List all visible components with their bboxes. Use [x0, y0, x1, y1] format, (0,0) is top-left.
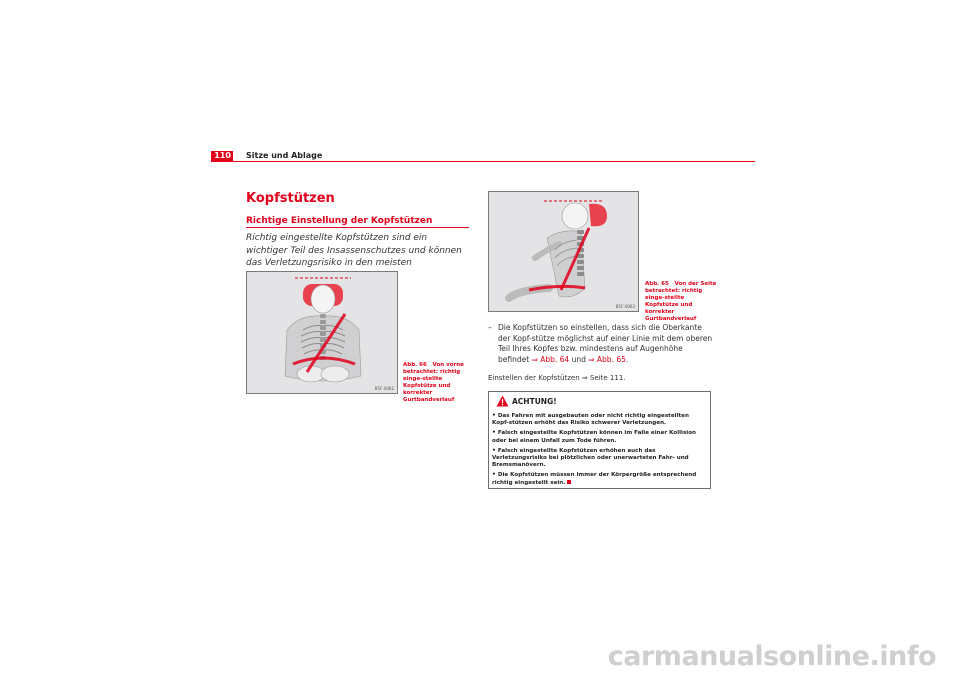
figure-code: B5F-0062: [374, 386, 394, 391]
figure-ref-65[interactable]: ⇒ Abb. 65: [588, 354, 626, 364]
end-of-section-icon: [567, 480, 571, 484]
figure-code: B5F-0063: [615, 304, 635, 309]
intro-paragraph: Richtig eingestellte Kopfstützen sind ein wichtiger Teil des Insassenschutzes und können das Verletzungsrisiko in den meisten: [246, 233, 462, 268]
figure-side-view: [488, 191, 639, 312]
figure-ref-64[interactable]: ⇒ Abb. 64: [531, 354, 570, 364]
warning-list: [492, 412, 707, 489]
step-text: Die Kopfstützen so einstellen, dass sich die Oberkante der Kopf-stütze möglichst auf einer Linie mit dem oberen Teil Ihres Kopfes bzw. mindestens auf Augenhöhe befindet: [498, 323, 713, 364]
step-text-end: .: [625, 354, 629, 364]
skeleton-side-illustration: [489, 192, 638, 311]
warning-triangle-icon: [496, 395, 509, 407]
subtitle-rule: [246, 227, 469, 228]
figure-front-view: [246, 271, 398, 394]
skeleton-front-illustration: [247, 272, 397, 393]
see-also-link[interactable]: Einstellen der Kopfstützen ⇒ Seite 111.: [488, 374, 626, 382]
section-subtitle: Richtige Einstellung der Kopfstützen: [246, 216, 433, 226]
caption-label: Abb. 66: [403, 362, 427, 368]
watermark: carmanualsonline.info: [607, 641, 936, 672]
warning-item: • Das Fahren mit ausgebauten oder nicht richtig eingestellten Kopf-stützen erhöht das Risiko schwerer Verletzungen.: [492, 412, 689, 427]
bullet-icon: •: [492, 471, 496, 479]
step-text-mid: und: [569, 354, 589, 364]
headrest-shape: [589, 204, 607, 227]
caption-label: Abb. 65: [645, 281, 669, 287]
figure-caption-66: [403, 362, 475, 404]
warning-title: ACHTUNG!: [512, 397, 557, 406]
caption-text: Von vorne betrachtet: richtig einge-stellte Kopfstütze und korrekter Gurtbandverlauf: [403, 362, 464, 403]
warning-box: [488, 391, 711, 489]
header-rule: [211, 161, 755, 162]
step-dash: –: [488, 323, 492, 332]
bullet-icon: •: [492, 446, 496, 454]
instruction-step: [488, 323, 716, 365]
section-title: Kopfstützen: [246, 191, 335, 206]
running-title: Sitze und Ablage: [246, 151, 323, 160]
page-number: 110: [211, 151, 233, 161]
warning-item: • Falsch eingestellte Kopfstützen können im Falle einer Kollision oder bei einem Unfall zum Tode führen.: [492, 429, 697, 444]
bullet-icon: •: [492, 412, 496, 419]
warning-header: [489, 392, 710, 409]
warning-item: • Falsch eingestellte Kopfstützen erhöhen auch das Verletzungsrisiko bei plötzlichen oder unerwarteten Fahr- und Bremsmanövern.: [492, 446, 689, 469]
figure-caption-65: [645, 281, 717, 323]
bullet-icon: •: [492, 429, 496, 437]
caption-text: Von der Seite betrachtet: richtig einge-stellte Kopfstütze und korrekter Gurtbandverlauf: [645, 281, 717, 322]
warning-item: • Die Kopfstützen müssen immer der Körpergröße entsprechend richtig eingestellt sein.: [492, 471, 697, 486]
